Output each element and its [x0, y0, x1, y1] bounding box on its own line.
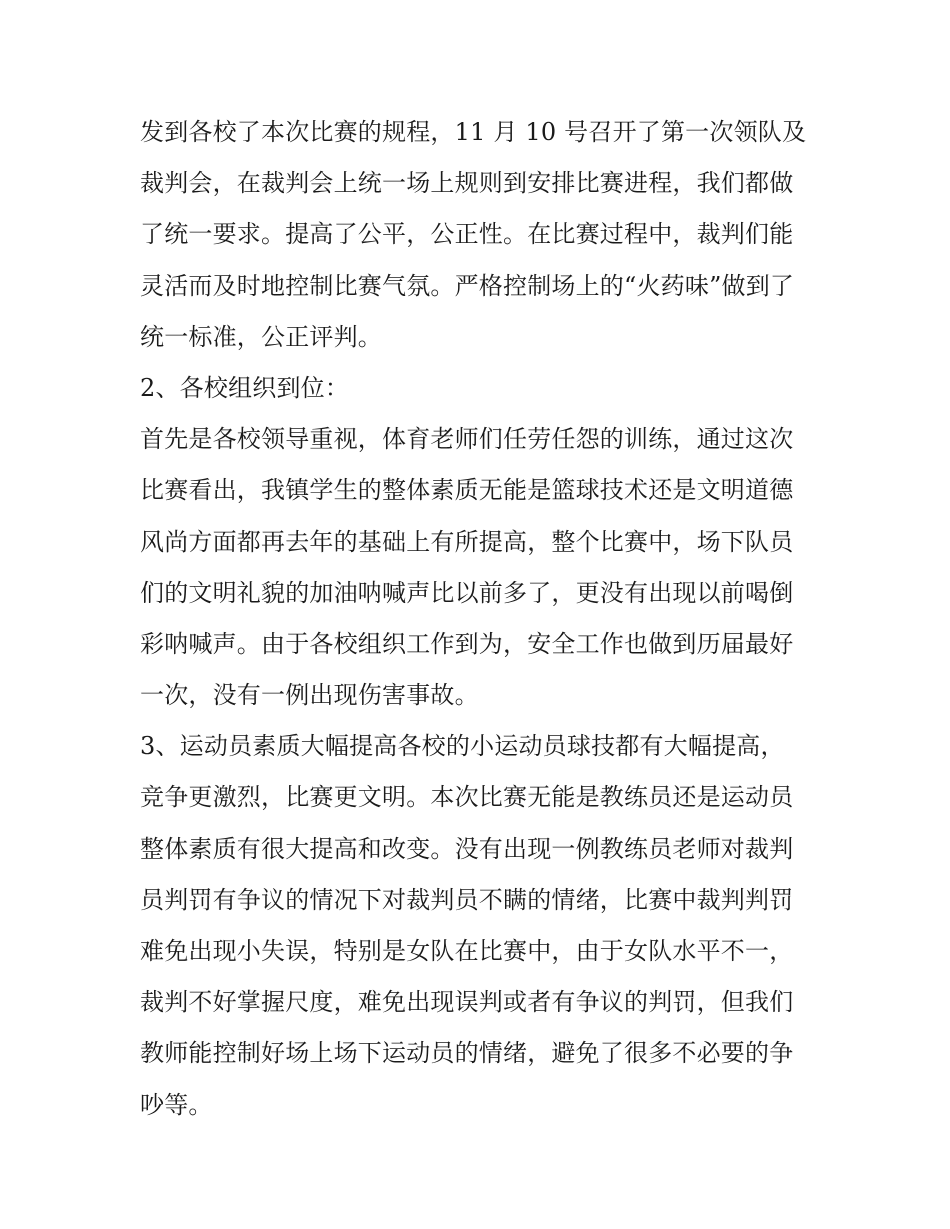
text-line-3: 了统一要求。提高了公平，公正性。在比赛过程中，裁判们能	[140, 220, 794, 249]
text-line-2: 裁判会，在裁判会上统一场上规则到安排比赛进程，我们都做	[140, 169, 794, 198]
text-line-15: 整体素质有很大提高和改变。没有出现一例教练员老师对裁判	[140, 834, 794, 863]
text-line-19: 教师能控制好场上场下运动员的情绪，避免了很多不必要的争	[140, 1039, 794, 1068]
text-line-18: 裁判不好掌握尺度，难免出现误判或者有争议的判罚，但我们	[140, 988, 794, 1017]
section-heading-3: 3、运动员素质大幅提高各校的小运动员球技都有大幅提高，	[140, 732, 785, 761]
document-page	[140, 107, 820, 1131]
text-line-8: 比赛看出，我镇学生的整体素质无能是篮球技术还是文明道德	[140, 476, 794, 505]
text-line-20: 吵等。	[140, 1090, 213, 1119]
text-line-10: 们的文明礼貌的加油呐喊声比以前多了，更没有出现以前喝倒	[140, 578, 794, 607]
text-line-12: 一次，没有一例出现伤害事故。	[140, 681, 479, 710]
text-line-14: 竞争更激烈，比赛更文明。本次比赛无能是教练员还是运动员	[140, 783, 794, 812]
text-line-9: 风尚方面都再去年的基础上有所提高，整个比赛中，场下队员	[140, 527, 794, 556]
text-line-7: 首先是各校领导重视，体育老师们任劳任怨的训练，通过这次	[140, 425, 794, 454]
text-line-17: 难免出现小失误，特别是女队在比赛中，由于女队水平不一，	[140, 937, 794, 965]
text-line-4: 灵活而及时地控制比赛气氛。严格控制场上的“火药味”做到了	[140, 271, 795, 300]
text-line-11: 彩呐喊声。由于各校组织工作到为，安全工作也做到历届最好	[140, 629, 794, 658]
text-line-1: 发到各校了本次比赛的规程，11 月 10 号召开了第一次领队及	[140, 118, 807, 146]
section-heading-2: 2、各校组织到位：	[140, 373, 350, 402]
text-line-5: 统一标准，公正评判。	[140, 322, 382, 351]
text-line-16: 员判罚有争议的情况下对裁判员不瞒的情绪，比赛中裁判判罚	[140, 885, 794, 914]
